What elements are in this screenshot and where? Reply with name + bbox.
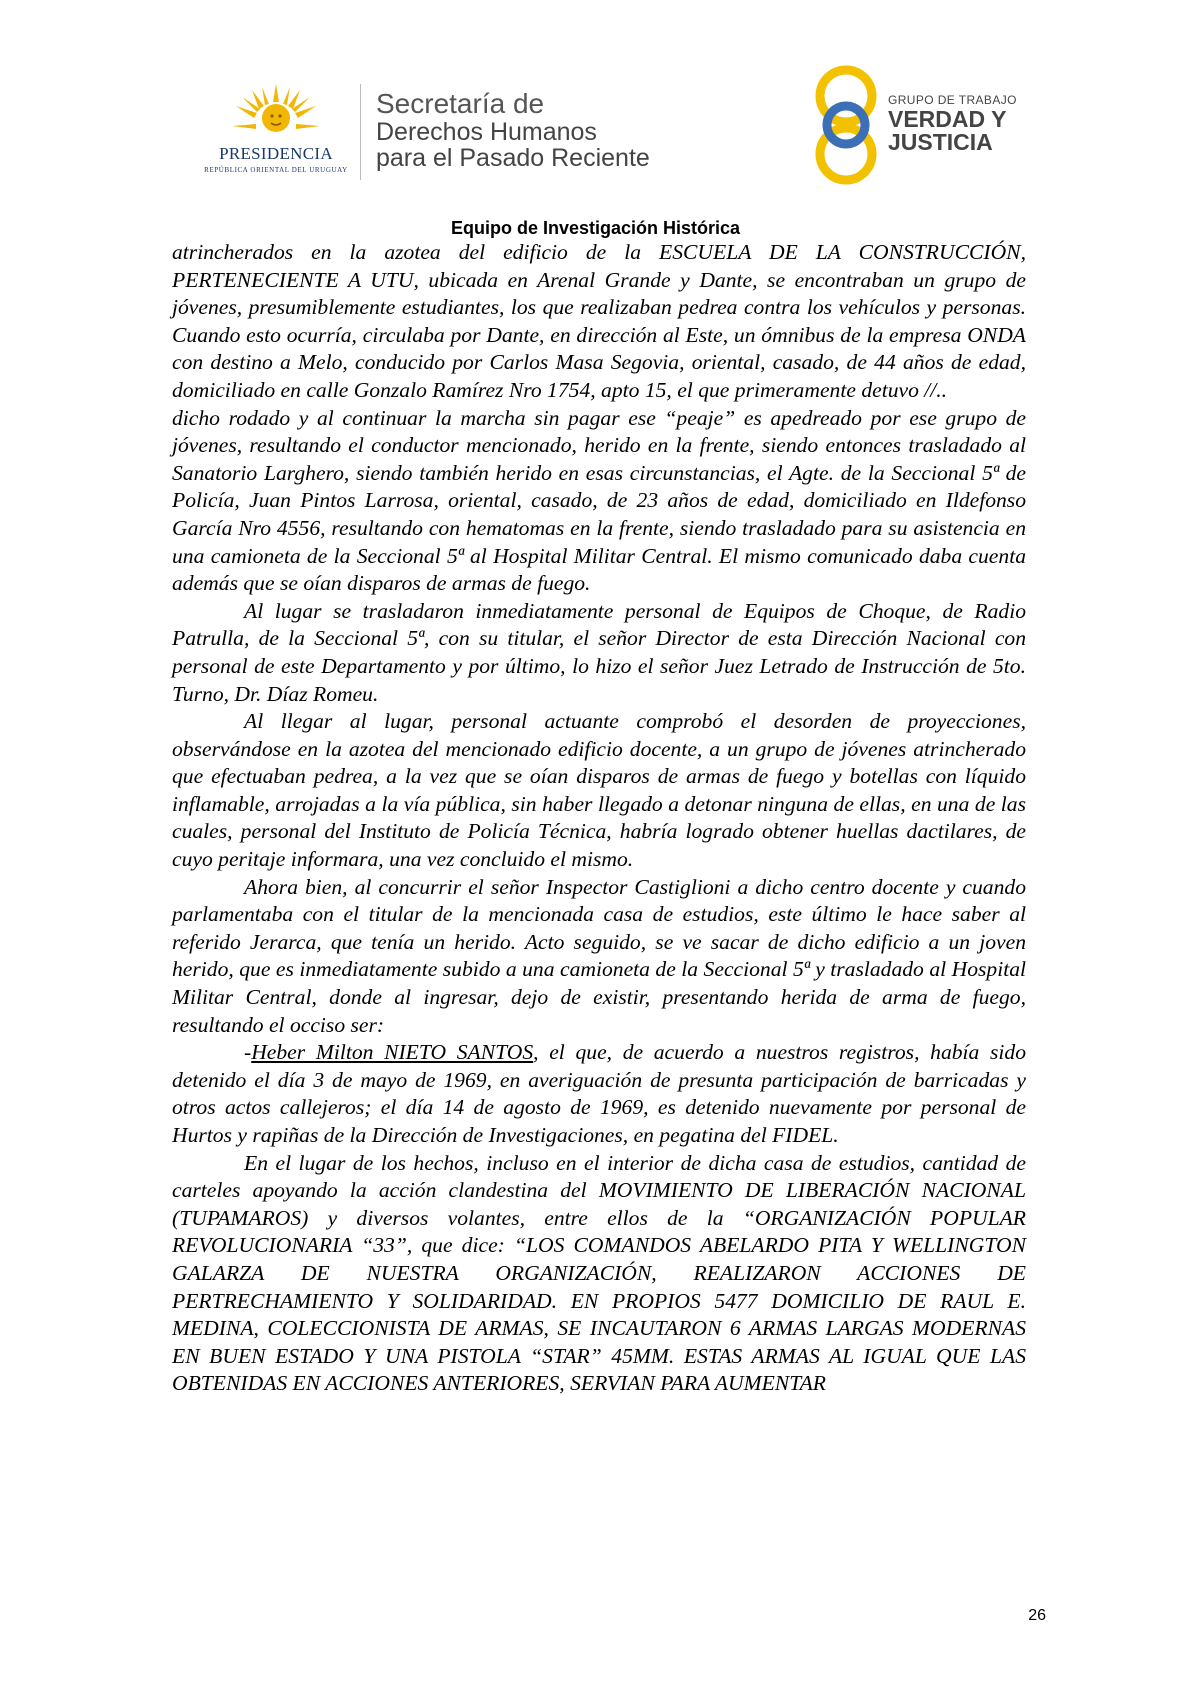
grupo-verdad-justicia-logo (808, 62, 1038, 190)
paragraph-3: Al lugar se trasladaron inmediatamente personal de Equipos de Choque, de Radio Patrulla, de la Seccional 5ª, con su titular, el señor Director de esta Dirección Nacional con personal de este Departamento y por último, lo hizo el señor Juez Letrado de Instrucción de 5to. Turno, Dr. Díaz Romeu. (172, 598, 1026, 706)
paragraph-4: Al llegar al lugar, personal actuante comprobó el desorden de proyecciones, observándose en la azotea del mencionado edificio docente, a un grupo de jóvenes atrincherado que efectuaban pedrea, a la vez que se oían disparos de armas de fuego y botellas con líquido inflamable, arrojadas a la vía pública, sin haber llegado a detonar ninguna de ellas, en una de las cuales, personal del Instituto de Policía Técnica, habría logrado obtener huellas dactilares, de cuyo peritaje informara, una vez concluido el mismo. (172, 709, 1026, 872)
victim-name: Heber Milton NIETO SANTOS (251, 1040, 534, 1065)
page-number: 26 (1028, 1607, 1046, 1624)
grupo-line-1: GRUPO DE TRABAJO (888, 93, 1017, 107)
paragraph-5: Ahora bien, al concurrir el señor Inspector Castiglioni a dicho centro docente y cuando parlamentaba con el titular de la mencionada casa de estudios, este último le hace saber al referido Jerarca, que tenía un herido. Acto seguido, se ve sacar de dicho edificio a un joven herido, que es inmediatamente subido a una camioneta de la Seccional 5ª y trasladado al Hospital Militar Central, donde al ingresar, dejo de existir, presentando herida de arma de fuego, resultando el occiso ser: (172, 874, 1026, 1037)
paragraph-7: En el lugar de los hechos, incluso en el interior de dicha casa de estudios, cantidad de carteles apoyando la acción clandestina del MOVIMIENTO DE LIBERACIÓN NACIONAL (TUPAMAROS) y diversos volantes, entre ellos de la “ORGANIZACIÓN POPULAR REVOLUCIONARIA “33”, que dice: “LOS COMANDOS ABELARDO PITA Y WELLINGTON GALARZA DE NUESTRA ORGANIZACIÓN, REALIZARON ACCIONES DE PERTRECHAMIENTO Y SOLIDARIDAD. EN PROPIOS 5477 DOMICILIO DE RAUL E. MEDINA, COLECCIONISTA DE ARMAS, SE INCAUTARON 6 ARMAS LARGAS MODERNAS EN BUEN ESTADO Y UNA PISTOLA “STAR” 45MM. ESTAS ARMAS AL IGUAL QUE LAS OBTENIDAS EN ACCIONES ANTERIORES, SERVIAN PARA AUMENTAR (172, 1150, 1026, 1396)
paragraph-2: dicho rodado y al continuar la marcha sin pagar ese “peaje” es apedreado por ese grupo de jóvenes, resultando el conductor mencionado, herido en la frente, siendo entonces trasladado al Sanatorio Larghero, siendo también herido en esas circunstancias, el Agte. de la Seccional 5ª de Policía, Juan Pintos Larrosa, oriental, casado, de 23 años de edad, domiciliado en Ildefonso García Nro 4556, resultando con hematomas en la frente, siendo trasladado para su asistencia en una camioneta de la Seccional 5ª al Hospital Militar Central. El mismo comunicado daba cuenta además que se oían disparos de armas de fuego. (172, 405, 1026, 596)
grupo-text (888, 94, 1017, 154)
secretaria-logo-text (376, 90, 650, 171)
paragraph-6 (172, 1039, 1026, 1149)
secretaria-line-3: para el Pasado Reciente (376, 144, 650, 172)
grupo-line-3: JUSTICIA (888, 129, 993, 155)
team-title: Equipo de Investigación Histórica (450, 218, 741, 238)
page-header (0, 0, 1191, 210)
sun-emblem-icon (232, 82, 320, 144)
secretaria-line-2: Derechos Humanos (376, 118, 597, 146)
presidencia-name: PRESIDENCIA (219, 144, 333, 163)
document-body (172, 239, 1026, 1398)
grupo-line-2: VERDAD Y (888, 106, 1007, 132)
rings-emblem-icon (808, 62, 888, 190)
paragraph-6-prefix: - (244, 1040, 252, 1065)
presidencia-logo (196, 82, 356, 182)
paragraph-6-rest: , el que, de acuerdo a nuestros registros, había sido detenido el día 3 de mayo de 1969, en averiguación de presunta participación de barricadas y otros actos callejeros; el día 14 de agosto de 1969, es detenido nuevamente por personal de Hurtos y rapiñas de la Dirección de Investigaciones, en pegatina del FIDEL. (172, 1040, 1027, 1147)
header-divider (360, 84, 361, 180)
presidencia-subtitle: REPÚBLICA ORIENTAL DEL URUGUAY (204, 166, 348, 174)
paragraph-1: atrincherados en la azotea del edificio de la ESCUELA DE LA CONSTRUCCIÓN, PERTENECIENTE A UTU, ubicada en Arenal Grande y Dante, se encontraban un grupo de jóvenes, presumiblemente estudiantes, los que realizaban pedrea contra los vehículos y personas. Cuando esto ocurría, circulaba por Dante, en dirección al Este, un ómnibus de la empresa ONDA con destino a Melo, conducido por Carlos Masa Segovia, oriental, casado, de 44 años de edad, domiciliado en calle Gonzalo Ramírez Nro 1754, apto 15, el que primeramente detuvo //.. (172, 240, 1026, 402)
secretaria-line-1: Secretaría de (376, 88, 545, 119)
